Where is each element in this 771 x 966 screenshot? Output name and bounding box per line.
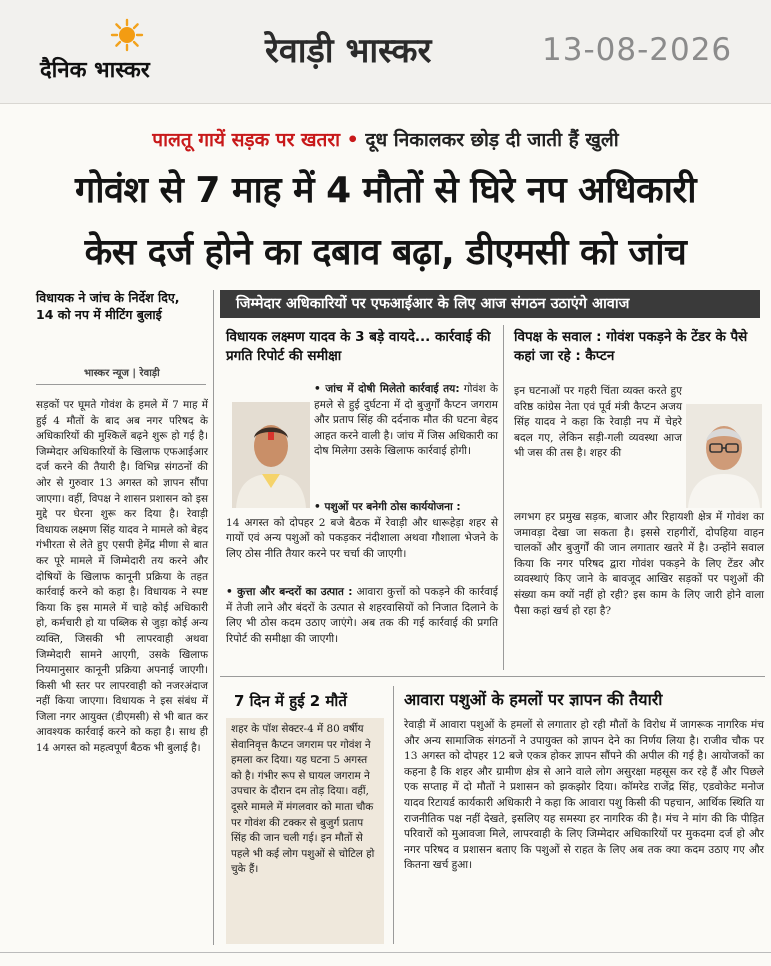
box-divider [393, 686, 394, 944]
headline-line-2: केस दर्ज होने का दबाव बढ़ा, डीएमसी को जांच [84, 232, 687, 273]
logo-text: दैनिक भास्कर [40, 58, 150, 83]
sun-icon [110, 18, 144, 52]
left-column-body: सड़कों पर घूमते गोवंश के हमले में 7 माह में हुई 4 मौतों के बाद अब नगर परिषद के अधिकारियों की मुश्किलें बढ़ने शुरू हो गई है। जिम्मेदार अधिकारियों के खिलाफ एफआईआर दर्ज करने की तैयारी है। विभिन्न संगठनों की ओर से गुरुवार 13 अगस्त को ज्ञापन सौंपा जाएगा। वहीं, विपक्ष ने शासन प्रशासन को इस मुद्दे पर घेरना शुरू कर दिया है। रेवाड़ी विधायक लक्ष्मण सिंह यादव ने मामले को बेहद गंभीरता से लेते हुए एसपी हेमेंद्र मीणा से बात कर पूरे मामले में जिम्मेदारी तय करने और दोषियों के खिलाफ कानूनी प्रक्रिया के तहत कार्रवाई करने को कहा है। विधायक ने स्पष्ट किया कि इस मामले में चाहे कोई अधिकारी हो, कर्मचारी हो या पब्लिक से जुड़ा कोई अन्य व्यक्ति, जिसकी भी लापरवाही अथवा जिम्मेदारी सामने आएगी, उसके खिलाफ नियमानुसार कानूनी प्रक्रिया अपनाई जाएगी। किसी भी स्तर पर लापरवाही को नजरअंदाज नहीं किया जाएगा। विधायक ने इस संबंध में जिला नगर आयुक्त (डीएमसी) से भी बात कर आवश्यक कार्रवाई करने को कहा है। साथ ही 14 अगस्त को महत्वपूर्ण बैठक भी बुलाई है। [36, 399, 208, 755]
captain-photo [686, 404, 762, 508]
left-column-heading: विधायक ने जांच के निर्देश दिए, 14 को नप में मीटिंग बुलाई [36, 290, 180, 322]
box-body: शहर के पॉश सेक्टर-4 में 80 वर्षीय सेवानिवृत्त कैप्टन जगराम पर गोवंश ने हमला कर दिया। यह घटना 5 अगस्त को है। गंभीर रूप से घायल जगराम ने उपचार के दौरान दम तोड़ दिया। वहीं, दूसरे मामले में मंगलवार को माता चौक पर गोवंश की टक्कर से बुजुर्ग प्रताप सिंह की जान चली गई। इन मौतों से पहले भी कई लोग पशुओं से चोटिल हो चुके हैं। [226, 718, 384, 944]
dainik-bhaskar-logo [40, 18, 220, 88]
masthead [0, 0, 771, 104]
memorandum-heading: आवारा पशुओं के हमलों पर ज्ञापन की तैयारी [404, 690, 663, 709]
byline: भास्कर न्यूज | रेवाड़ी [84, 368, 160, 379]
opposition-paragraph-1: इन घटनाओं पर गहरी चिंता व्यक्त करते हुए वरिष्ठ कांग्रेस नेता एवं पूर्व मंत्री कैप्टन अजय सिंह यादव ने कहा कि रेवाड़ी नप में चेहरे बदल गए, लेकिन सड़ी-गली व्यवस्था आज भी जस की तस है। शहर की [514, 385, 682, 460]
opposition-paragraph-2: लगभग हर प्रमुख सड़क, बाजार और रिहायशी क्षेत्र में गोवंश का जमावड़ा देखा जा सकता है। इससे राहगीरों, दोपहिया वाहन चालकों और बुजुर्गों की जान लगातार खतरे में है। उन्होंने सवाल किया कि नगर परिषद द्वारा गोवंश पकड़ने के लिए टेंडर और व्यवस्थाएं किए जाने के बावजूद आखिर सड़कों पर पशुओं की संख्या कम क्यों नहीं हो रही? इस काम के लिए जारी होने वाला पैसा कहां खर्च हो रहा है? [514, 511, 764, 617]
kicker-secondary: दूध निकालकर छोड़ दी जाती हैं खुली [358, 129, 619, 151]
page-bottom-edge [0, 952, 771, 966]
mla-heading: विधायक लक्ष्मण यादव के 3 बड़े वायदे... कार्रवाई की प्रगति रिपोर्ट की समीक्षा [226, 329, 491, 364]
column-divider-middle [503, 325, 504, 670]
kicker-primary: पालतू गायें सड़क पर खतरा • [152, 129, 359, 151]
mla-promise-1-label: • जांच में दोषी मिलेतो कार्रवाई तय: [314, 383, 460, 395]
mla-promise-2 [226, 500, 498, 562]
mla-promise-3 [226, 585, 498, 647]
column-divider-left [213, 290, 214, 945]
box-title: 7 दिन में हुई 2 मौतें [234, 692, 347, 710]
section-divider [220, 676, 765, 677]
kicker [0, 126, 771, 152]
memorandum-body: रेवाड़ी में आवारा पशुओं के हमलों से लगातार हो रही मौतों के विरोध में जागरूक नागरिक मंच और अन्य सामाजिक संगठनों ने उपायुक्त को ज्ञापन देने का निर्णय लिया है। राजीव चौक पर 13 अगस्त को दोपहर 12 बजे एकत्र होकर ज्ञापन सौंपने की अपील की गई है। आयोजकों का कहना है कि शहर और ग्रामीण क्षेत्र से आने वाले लोग असुरक्षा महसूस कर रहे हैं और पिछले एक सप्ताह में दो मौतों ने प्रशासन को झकझोर दिया। कॉमरेड राजेंद्र सिंह, एडवोकेट मनोज यादव रिटायर्ड कार्यकारी अधिकारी ने कहा कि आवारा पशु किसी की पहचान, आर्थिक स्थिति या राजनीतिक पक्ष नहीं देखते, इसलिए यह समस्या हर नागरिक की है। मंच ने मांग की कि पीड़ित परिवारों को मुआवजा मिले, लापरवाही के लिए जिम्मेदार अधिकारियों पर मुकदमा दर्ज हो और नगर परिषद व प्रशासन बताए कि पशुओं से राहत के लिए अब तक क्या कदम उठाए गए और कितना खर्च हुआ। [404, 719, 764, 872]
edition-title: रेवाड़ी भास्कर [265, 31, 432, 71]
mla-promise-1-text: गोवंश के हमले से हुई दुर्घटना में दो बुजुर्गों कैप्टन जगराम और प्रताप सिंह की दर्दनाक मौत की घटना बेहद आहत करने वाली है। जांच में जिस अधिकारी का दोष मिलेगा उसके खिलाफ कार्रवाई होगी। [314, 383, 498, 458]
mla-promise-3-text: आवारा कुत्तों को पकड़ने की कार्रवाई में तेजी लाने और बंदरों के उत्पात से शहरवासियों को निजात दिलाने के लिए भी ठोस कदम उठाए जाएंगे। अब तक की गई कार्रवाई की प्रगति रिपोर्ट की समीक्षा की जाएगी। [226, 586, 499, 645]
portrait-icon [686, 404, 762, 508]
mla-promise-2-text: 14 अगस्त को दोपहर 2 बजे बैठक में रेवाड़ी और धारूहेड़ा शहर से गायों एवं अन्य पशुओं को पकड़कर नंदीशाला अथवा गौशाला भेजने के लिए ठोस नीति तैयार करने पर चर्चा की जाएगी। [226, 516, 498, 560]
edition-date: 13-08-2026 [542, 32, 733, 68]
byline-rule [36, 384, 206, 385]
headline-line-1: गोवंश से 7 माह में 4 मौतों से घिरे नप अधिकारी [74, 170, 697, 211]
banner-strip: जिम्मेदार अधिकारियों पर एफआईआर के लिए आज संगठन उठाएंगे आवाज [220, 290, 760, 318]
mla-promise-3-label: • कुत्ता और बन्दरों का उत्पात : [226, 586, 353, 598]
mla-promise-1 [226, 382, 498, 460]
mla-promise-2-label: • पशुओं पर बनेगी ठोस कार्ययोजना : [314, 501, 461, 513]
opposition-heading: विपक्ष के सवाल : गोवंश पकड़ने के टेंडर के पैसे कहां जा रहे : कैप्टन [514, 329, 748, 364]
